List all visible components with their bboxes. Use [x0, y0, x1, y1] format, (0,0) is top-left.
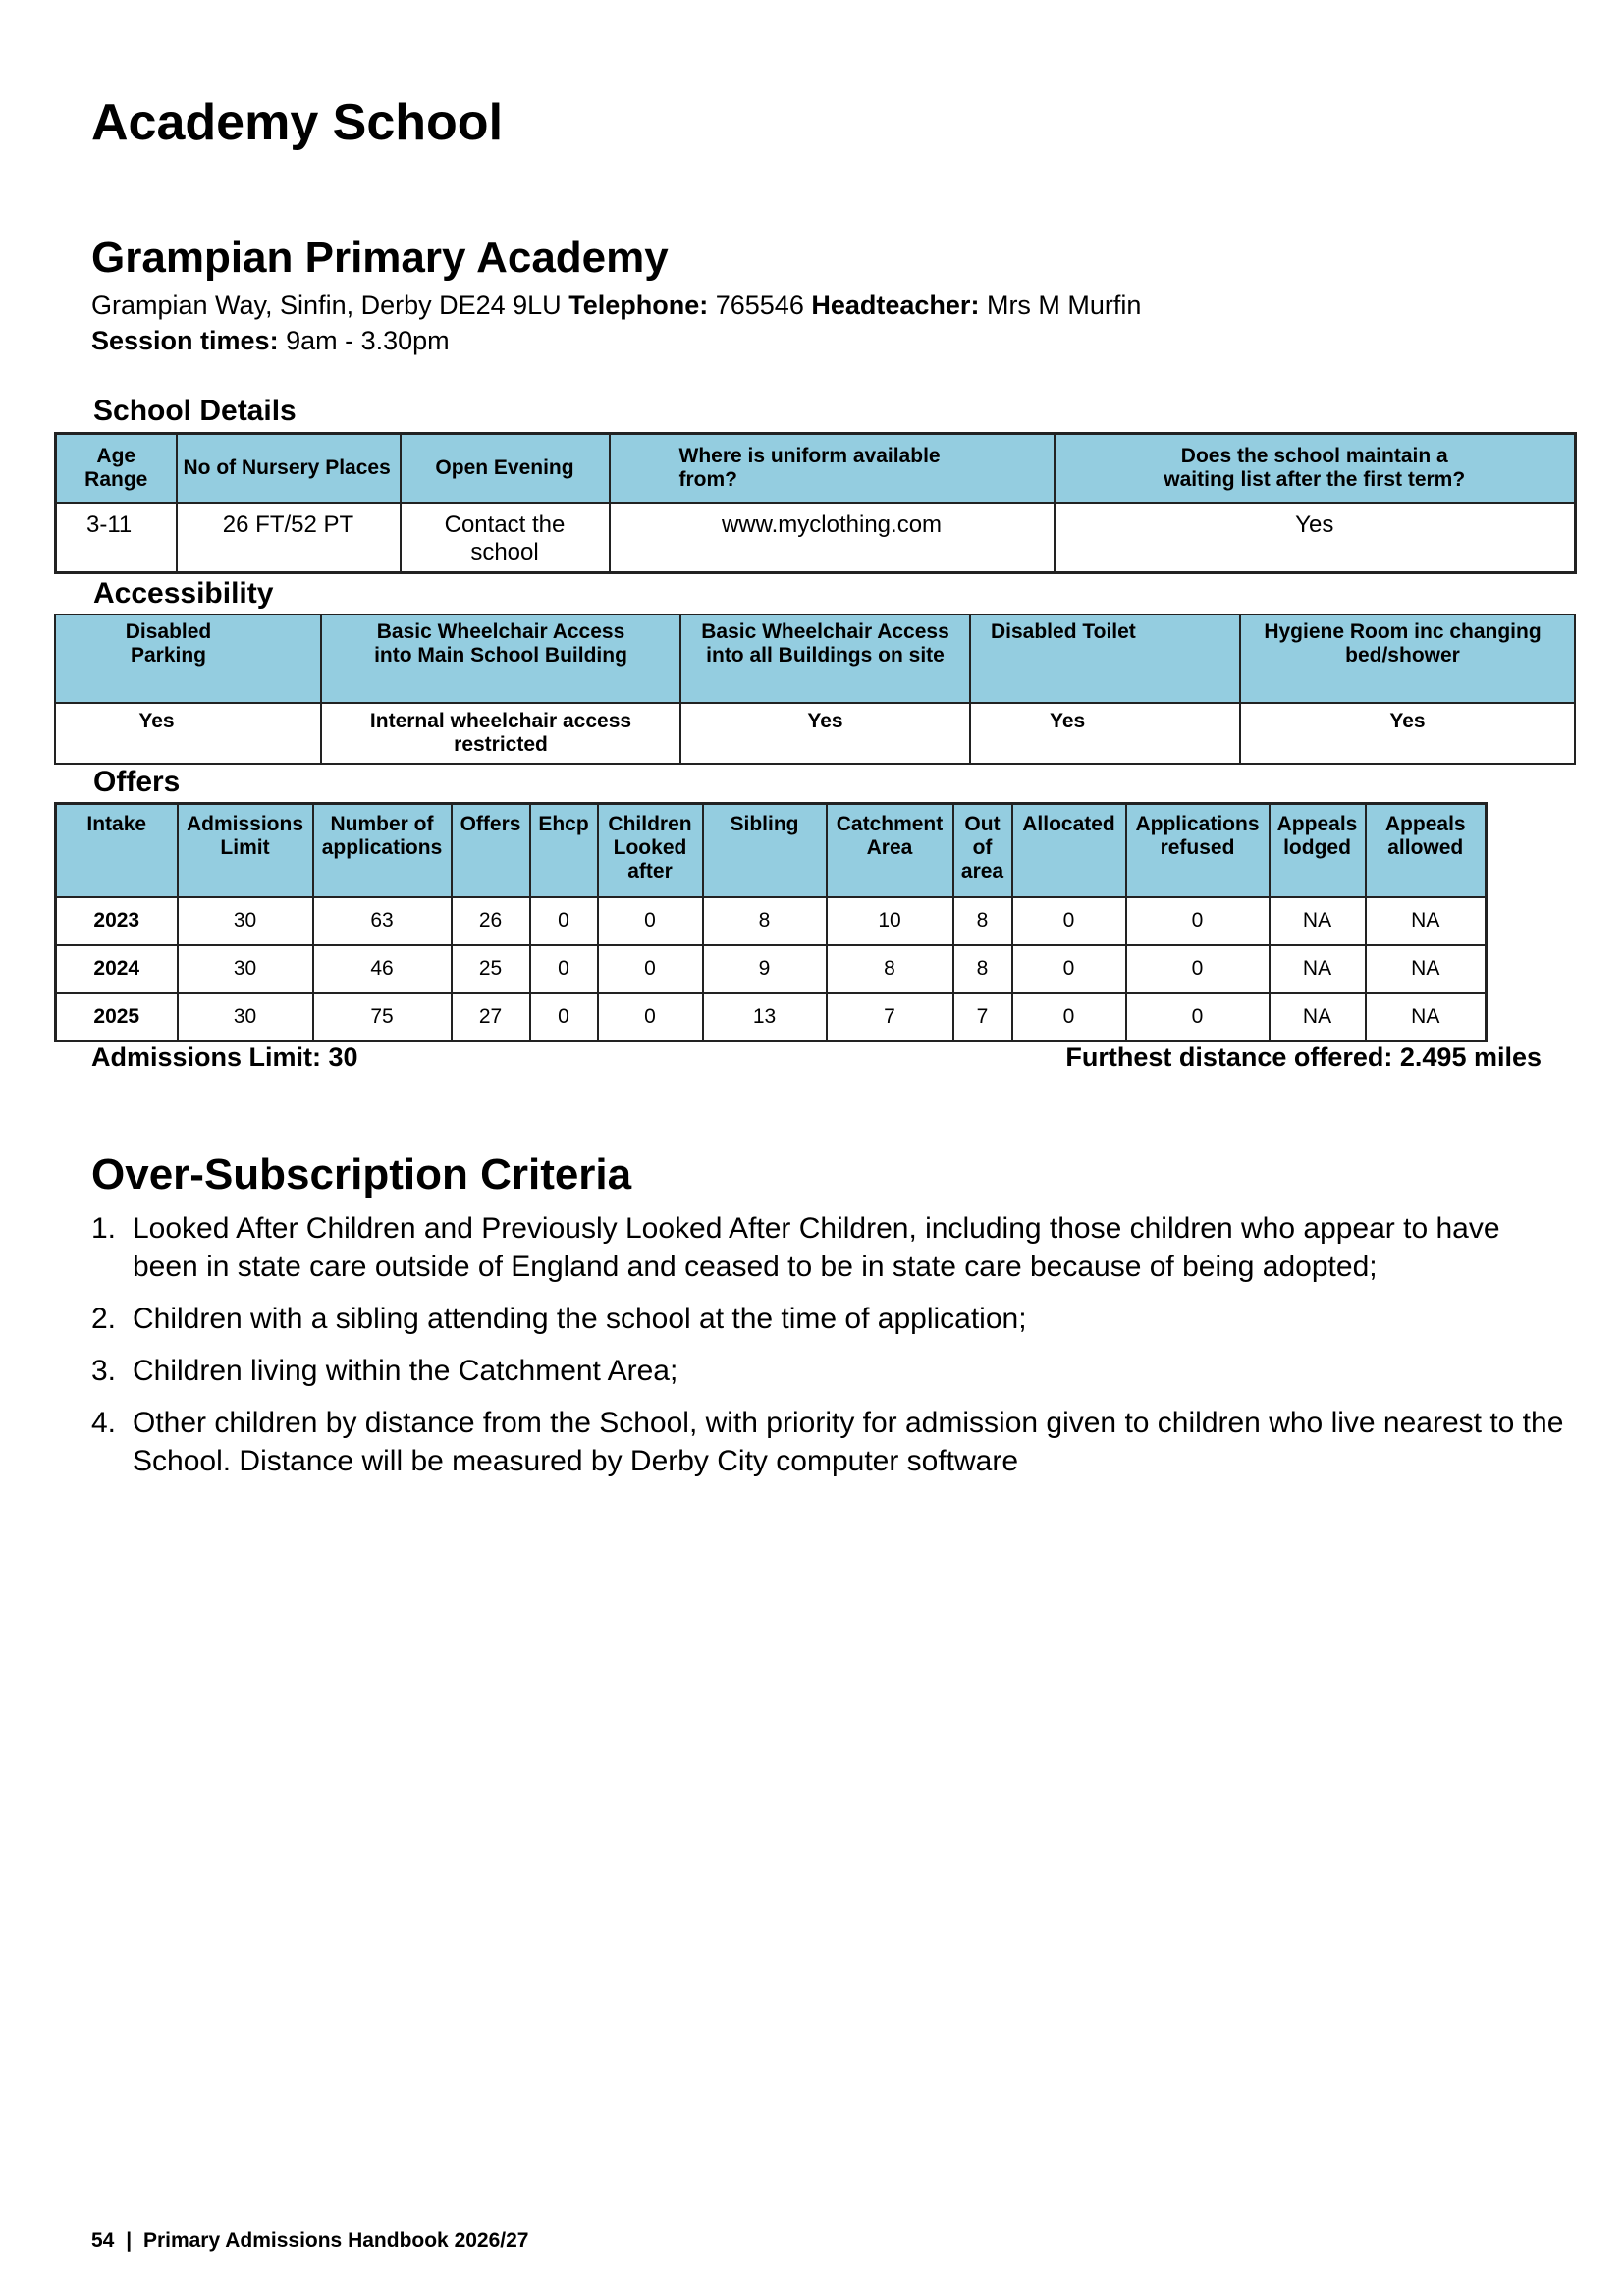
header-cell: Offers [452, 804, 530, 897]
offers-body [56, 897, 1487, 1041]
admissions-limit-summary: Admissions Limit: 30 [91, 1042, 358, 1072]
data-cell: 30 [178, 993, 313, 1041]
header-cell: Basic Wheelchair Access into all Buildings on site [680, 614, 970, 703]
school-address: Grampian Way, Sinfin, Derby DE24 9LU [91, 291, 562, 320]
criteria-item [91, 1300, 1564, 1338]
data-cell: 30 [178, 945, 313, 993]
data-cell: 26 FT/52 PT [177, 503, 401, 573]
data-cell: 0 [1126, 993, 1270, 1041]
criteria-number: 4. [91, 1407, 117, 1439]
data-cell: Yes [1240, 703, 1575, 764]
criteria-item [91, 1209, 1564, 1286]
data-cell: Yes [970, 703, 1240, 764]
header-cell: Age Range [56, 434, 177, 503]
data-cell: 26 [452, 897, 530, 945]
school-details-table [54, 432, 1577, 574]
header-cell: Does the school maintain a waiting list after the first term? [1055, 434, 1576, 503]
header-cell: Admissions Limit [178, 804, 313, 897]
data-cell: 0 [530, 945, 598, 993]
data-cell: Contact the school [401, 503, 610, 573]
header-cell: Appeals allowed [1366, 804, 1487, 897]
criteria-heading: Over-Subscription Criteria [91, 1150, 632, 1199]
data-cell: 7 [827, 993, 953, 1041]
data-cell: 8 [827, 945, 953, 993]
data-cell: NA [1366, 897, 1487, 945]
data-cell: 13 [703, 993, 827, 1041]
data-cell: 0 [1126, 897, 1270, 945]
data-cell: 0 [598, 993, 703, 1041]
table-header-row [56, 434, 1576, 503]
data-cell: 8 [953, 945, 1012, 993]
header-cell: Applications refused [1126, 804, 1270, 897]
session-line [91, 323, 1141, 358]
header-cell: Number of applications [313, 804, 452, 897]
criteria-text: Children with a sibling attending the school at the time of application; [133, 1303, 1027, 1335]
school-info [91, 288, 1141, 358]
data-cell: 10 [827, 897, 953, 945]
page-number: 54 [91, 2229, 115, 2252]
data-cell: NA [1366, 945, 1487, 993]
data-cell: www.myclothing.com [610, 503, 1055, 573]
page-title: Academy School [91, 94, 504, 151]
address-line [91, 288, 1141, 323]
data-cell: 25 [452, 945, 530, 993]
data-cell: 0 [1012, 945, 1126, 993]
criteria-text: Children living within the Catchment Area; [133, 1355, 678, 1387]
data-cell: 0 [1012, 897, 1126, 945]
header-cell: No of Nursery Places [177, 434, 401, 503]
header-cell: Open Evening [401, 434, 610, 503]
page-footer [91, 2229, 528, 2253]
criteria-item [91, 1352, 1564, 1390]
accessibility-label: Accessibility [93, 577, 274, 610]
header-cell: Out of area [953, 804, 1012, 897]
data-cell: 0 [598, 897, 703, 945]
data-cell: 0 [1012, 993, 1126, 1041]
header-cell: Disabled Parking [55, 614, 321, 703]
criteria-number: 2. [91, 1303, 117, 1335]
header-cell: Children Looked after [598, 804, 703, 897]
data-cell: 30 [178, 897, 313, 945]
header-cell: Basic Wheelchair Access into Main School Building [321, 614, 680, 703]
data-cell: NA [1270, 993, 1366, 1041]
data-cell: 8 [703, 897, 827, 945]
data-cell: 63 [313, 897, 452, 945]
data-cell: 3-11 [56, 503, 177, 573]
criteria-list [91, 1209, 1564, 1494]
data-cell: 0 [530, 897, 598, 945]
telephone-label: Telephone: [568, 291, 709, 320]
accessibility-table [54, 614, 1576, 765]
criteria-item [91, 1404, 1564, 1480]
intake-year-cell: 2023 [56, 897, 178, 945]
data-cell: 7 [953, 993, 1012, 1041]
header-cell: Sibling [703, 804, 827, 897]
header-cell: Where is uniform available from? [610, 434, 1055, 503]
data-cell: 27 [452, 993, 530, 1041]
header-cell: Allocated [1012, 804, 1126, 897]
data-cell: 75 [313, 993, 452, 1041]
data-cell: Yes [55, 703, 321, 764]
table-header-row [56, 804, 1487, 897]
table-row [56, 993, 1487, 1041]
header-cell: Disabled Toilet [970, 614, 1240, 703]
data-cell: Internal wheelchair access restricted [321, 703, 680, 764]
data-cell: 0 [1126, 945, 1270, 993]
intake-year-cell: 2024 [56, 945, 178, 993]
offers-table [54, 802, 1488, 1042]
header-cell: Catchment Area [827, 804, 953, 897]
data-cell: 0 [530, 993, 598, 1041]
header-cell: Appeals lodged [1270, 804, 1366, 897]
session-label: Session times: [91, 326, 279, 355]
headteacher-value: Mrs M Murfin [986, 291, 1142, 320]
telephone-value: 765546 [715, 291, 804, 320]
data-cell: Yes [1055, 503, 1576, 573]
furthest-distance-summary: Furthest distance offered: 2.495 miles [1065, 1042, 1542, 1072]
session-value: 9am - 3.30pm [286, 326, 450, 355]
data-cell: Yes [680, 703, 970, 764]
header-cell: Ehcp [530, 804, 598, 897]
data-cell: NA [1366, 993, 1487, 1041]
criteria-text: Looked After Children and Previously Looked After Children, including those children who appear to have been in state care outside of England and ceased to be in state care because of being adopted; [133, 1212, 1500, 1283]
data-cell: 46 [313, 945, 452, 993]
criteria-text: Other children by distance from the School, with priority for admission given to children who live nearest to the School. Distance will be measured by Derby City computer software [133, 1407, 1564, 1477]
table-row [56, 945, 1487, 993]
table-row [56, 503, 1576, 573]
headteacher-label: Headteacher: [811, 291, 980, 320]
data-cell: 9 [703, 945, 827, 993]
table-header-row [55, 614, 1575, 703]
data-cell: NA [1270, 897, 1366, 945]
header-cell: Hygiene Room inc changing bed/shower [1240, 614, 1575, 703]
data-cell: 8 [953, 897, 1012, 945]
handbook-title: Primary Admissions Handbook 2026/27 [142, 2229, 529, 2252]
criteria-number: 3. [91, 1355, 117, 1387]
table-row [55, 703, 1575, 764]
intake-year-cell: 2025 [56, 993, 178, 1041]
school-details-label: School Details [93, 395, 297, 427]
data-cell: 0 [598, 945, 703, 993]
header-cell: Intake [56, 804, 178, 897]
school-name: Grampian Primary Academy [91, 234, 669, 282]
criteria-number: 1. [91, 1212, 117, 1245]
data-cell: NA [1270, 945, 1366, 993]
footer-separator: | [126, 2229, 133, 2252]
offers-label: Offers [93, 766, 181, 798]
table-row [56, 897, 1487, 945]
